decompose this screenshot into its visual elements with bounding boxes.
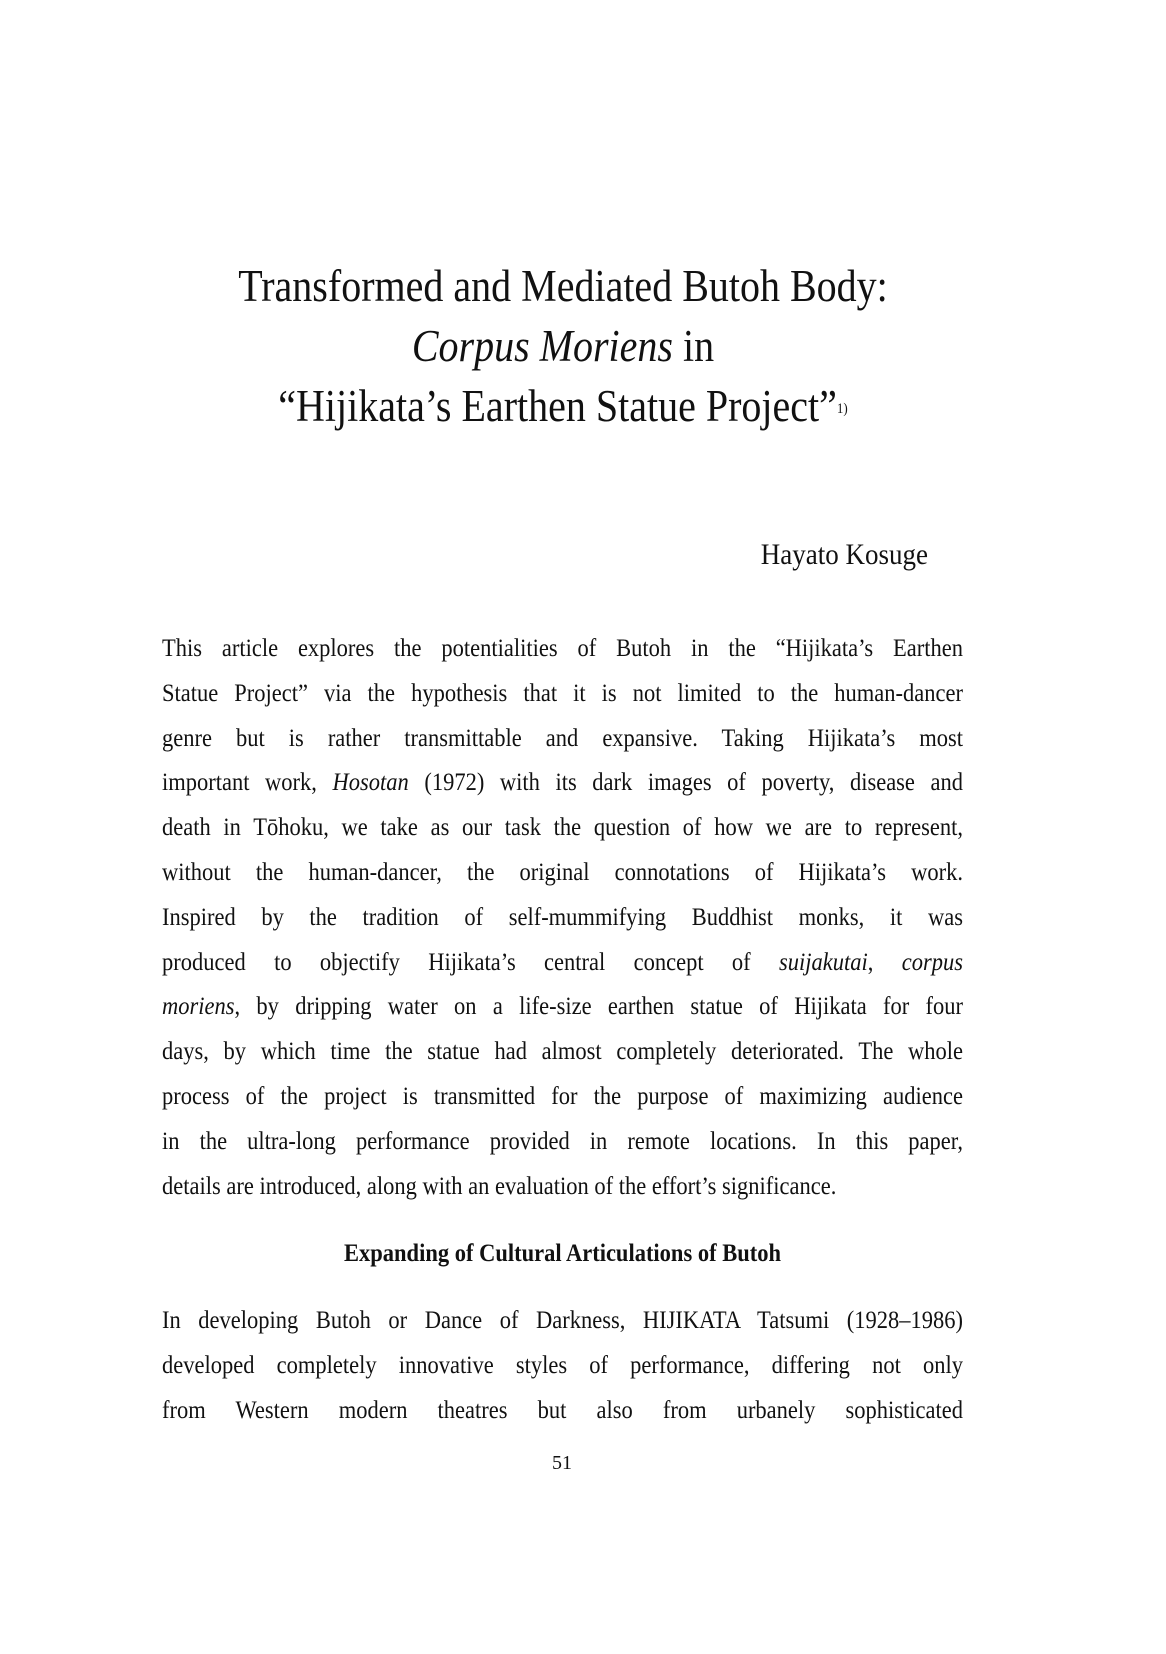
italic-term: suijakutai [779, 947, 868, 976]
text-segment: Statue Project” via the hypothesis that it is not limited to the human-dancer [162, 678, 963, 707]
text-segment: in the ultra-long performance provided in remote locations. In this paper, [162, 1126, 963, 1155]
text-segment: produced to objectify Hijikata’s central concept of [162, 947, 780, 976]
text-segment: process of the project is transmitted for the purpose of maximizing audience [162, 1081, 963, 1110]
text-segment: death in Tōhoku, we take as our task the question of how we are to represent, [162, 812, 963, 841]
text-line [162, 855, 963, 889]
footnote-marker[interactable]: 1) [836, 399, 848, 417]
text-segment: This article explores the potentialities of Butoh in the “Hijikata’s Earthen [162, 633, 963, 662]
text-line [162, 1079, 963, 1113]
italic-term: moriens [162, 991, 235, 1020]
title-line-2 [0, 318, 1126, 373]
text-segment: important work, [162, 767, 333, 796]
text-segment: days, by which time the statue had almost completely deteriorated. The whole [162, 1036, 963, 1065]
text-segment: details are introduced, along with an evaluation of the effort’s significance. [162, 1171, 837, 1200]
text-segment: Inspired by the tradition of self-mummifying Buddhist monks, it was [162, 902, 963, 931]
title-in: in [673, 319, 715, 372]
text-line [162, 721, 963, 755]
text-line [162, 1303, 963, 1337]
title-italic: Corpus Moriens [411, 319, 673, 372]
title-line-3-text: “Hijikata’s Earthen Statue Project” [278, 379, 837, 432]
text-line [162, 1393, 963, 1427]
text-segment: genre but is rather transmittable and expansive. Taking Hijikata’s most [162, 723, 963, 752]
text-line [162, 945, 963, 979]
text-line [162, 900, 963, 934]
text-segment: developed completely innovative styles of performance, differing not only [162, 1350, 963, 1379]
text-segment: from Western modern theatres but also from urbanely sophisticated [162, 1395, 963, 1424]
text-segment: , [867, 947, 902, 976]
italic-term: corpus [901, 947, 963, 976]
title-line-3 [0, 378, 1126, 433]
text-segment: , by dripping water on a life-size earthen statue of Hijikata for four [234, 991, 963, 1020]
text-line [162, 676, 963, 710]
text-line [162, 1169, 963, 1203]
section-heading: Expanding of Cultural Articulations of Butoh [344, 1238, 781, 1267]
page-number: 51 [552, 1452, 572, 1474]
text-line [162, 1124, 963, 1158]
text-segment: without the human-dancer, the original connotations of Hijikata’s work. [162, 857, 963, 886]
text-line [162, 766, 963, 800]
text-line [162, 631, 963, 665]
text-line [162, 1348, 963, 1382]
text-line [162, 1034, 963, 1068]
author-name: Hayato Kosuge [760, 537, 928, 571]
italic-term: Hosotan [332, 767, 409, 796]
text-line [162, 990, 963, 1024]
text-segment: (1972) with its dark images of poverty, disease and [408, 767, 963, 796]
title-line-1: Transformed and Mediated Butoh Body: [238, 259, 888, 312]
text-line [162, 810, 963, 844]
text-segment: In developing Butoh or Dance of Darkness, HIJIKATA Tatsumi (1928–1986) [162, 1305, 963, 1334]
